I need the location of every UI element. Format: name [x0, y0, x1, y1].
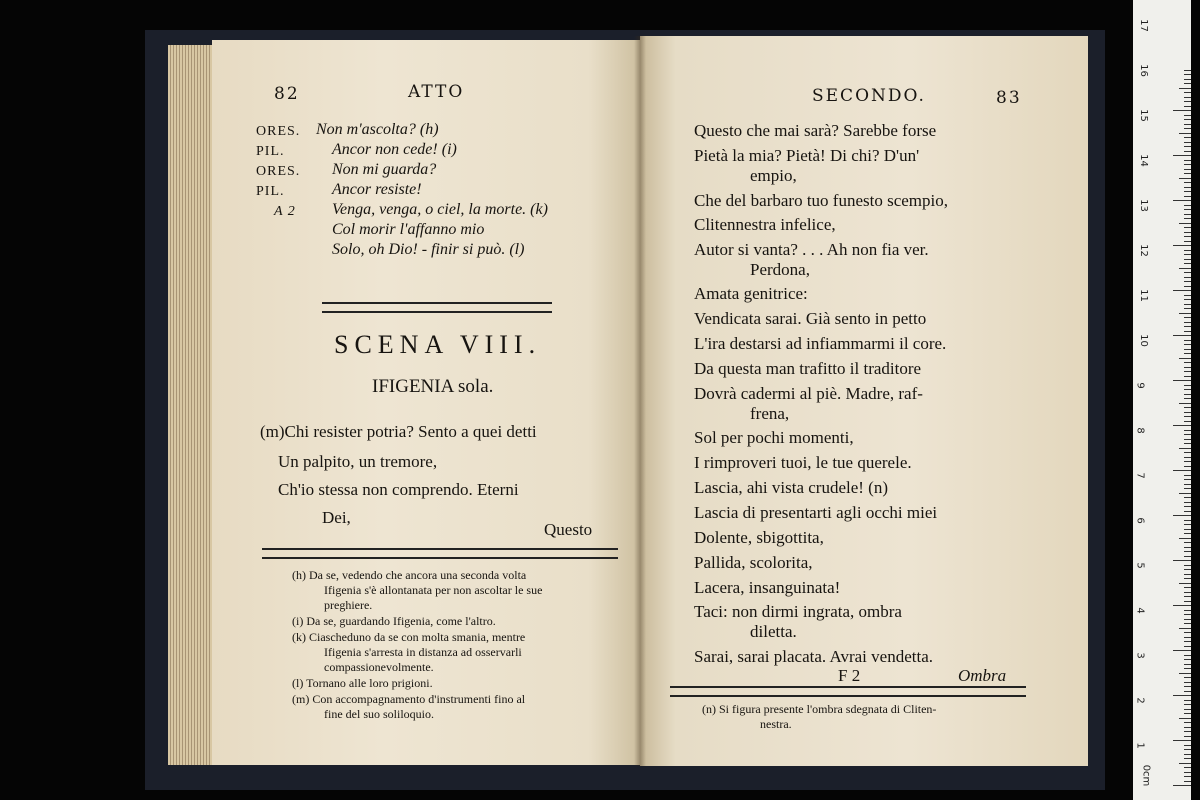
ruler-tick [1184, 578, 1191, 579]
ruler-tick [1179, 493, 1191, 494]
ruler-tick [1184, 610, 1191, 611]
signature-mark: F 2 [838, 666, 861, 685]
ruler-tick [1179, 223, 1191, 224]
left-page-number: 82 [274, 84, 300, 104]
ruler-tick [1184, 281, 1191, 282]
ruler-tick [1184, 151, 1191, 152]
ruler-tick [1184, 439, 1191, 440]
body-line: Dei, [322, 508, 351, 527]
ruler-tick [1184, 349, 1191, 350]
ruler-tick [1184, 299, 1191, 300]
ruler-tick [1184, 142, 1191, 143]
ruler-tick [1184, 101, 1191, 102]
ruler-tick [1184, 286, 1191, 287]
ruler-tick [1173, 650, 1191, 651]
ruler-tick [1184, 592, 1191, 593]
verse-line: Vendicata sarai. Già sento in petto [694, 309, 927, 328]
ruler-label: 11 [1137, 289, 1149, 302]
ruler-tick [1184, 362, 1191, 363]
ruler-tick [1184, 722, 1191, 723]
ruler-tick [1184, 250, 1191, 251]
ruler-label: 9 [1134, 382, 1146, 389]
dialogue-line: Col morir l'affanno mio [332, 221, 485, 238]
ruler-label: 6 [1134, 517, 1146, 524]
footnote-line: (n) Si figura presente l'ombra sdegnata di Cliten- [702, 702, 937, 716]
ruler-tick [1184, 367, 1191, 368]
ruler-tick [1184, 488, 1191, 489]
ruler-tick [1184, 421, 1191, 422]
ruler-tick [1184, 497, 1191, 498]
ruler-label: 13 [1137, 199, 1149, 212]
book-gutter [634, 36, 646, 766]
ruler-tick [1184, 587, 1191, 588]
ruler-tick [1184, 254, 1191, 255]
left-running-head: ATTO [408, 82, 465, 102]
speaker: PIL. [256, 184, 285, 199]
ruler-tick [1184, 700, 1191, 701]
ruler-tick [1184, 160, 1191, 161]
ruler-tick [1184, 236, 1191, 237]
verse-line: frena, [750, 404, 790, 423]
ruler-tick [1184, 371, 1191, 372]
ruler-tick [1184, 758, 1191, 759]
ruler-tick [1184, 295, 1191, 296]
verse-line: Autor si vanta? . . . Ah non fia ver. [694, 240, 929, 259]
speaker: ORES. [256, 164, 301, 179]
verse-line: Lascia di presentarti agli occhi miei [694, 503, 938, 522]
ruler-tick [1184, 619, 1191, 620]
ruler-label: 7 [1134, 472, 1146, 479]
ruler-tick [1184, 457, 1191, 458]
scene-title: SCENA VIII. [334, 330, 542, 359]
verse-line: Perdona, [750, 260, 810, 279]
ruler-label: 4 [1134, 607, 1146, 614]
ruler-tick [1184, 668, 1191, 669]
ruler-tick [1184, 623, 1191, 624]
footnote-line: (l) Tornano alle loro prigioni. [292, 676, 433, 690]
ruler-tick [1184, 601, 1191, 602]
ruler-tick [1184, 97, 1191, 98]
left-page [212, 40, 640, 765]
ruler-tick [1184, 506, 1191, 507]
footnote-rule [262, 548, 618, 559]
ruler-tick [1184, 479, 1191, 480]
ruler-tick [1184, 308, 1191, 309]
verse-line: Taci: non dirmi ingrata, ombra [694, 602, 902, 621]
ruler-tick [1184, 434, 1191, 435]
footnote-line: (k) Ciascheduno da se con molta smania, mentre [292, 630, 526, 644]
verse-line: Amata genitrice: [694, 284, 808, 303]
ruler-tick [1184, 83, 1191, 84]
ruler-tick [1173, 290, 1191, 291]
ruler-tick [1179, 358, 1191, 359]
ruler-tick [1184, 736, 1191, 737]
ruler-tick [1184, 664, 1191, 665]
ruler-tick [1184, 754, 1191, 755]
verse-line: Dolente, sbigottita, [694, 528, 824, 547]
ruler-tick [1184, 92, 1191, 93]
verse-line: I rimproveri tuoi, le tue querele. [694, 453, 912, 472]
ruler-tick [1184, 709, 1191, 710]
ruler-tick [1173, 425, 1191, 426]
ruler-tick [1179, 448, 1191, 449]
ruler-tick [1184, 511, 1191, 512]
verse-line: L'ira destarsi ad infiammarmi il core. [694, 334, 947, 353]
ruler-tick [1184, 119, 1191, 120]
ruler-tick [1184, 520, 1191, 521]
ruler-tick [1179, 88, 1191, 89]
ruler-tick [1184, 389, 1191, 390]
dialogue-line: Non mi guarda? [332, 161, 437, 178]
scene-subtitle: IFIGENIA sola. [372, 376, 494, 397]
ruler-tick [1184, 772, 1191, 773]
footnote-line: (m) Con accompagnamento d'instrumenti fino al [292, 692, 526, 706]
ruler-tick [1184, 745, 1191, 746]
ruler-tick [1179, 268, 1191, 269]
ruler-tick [1184, 79, 1191, 80]
verse-line: Pallida, scolorita, [694, 553, 813, 572]
ruler-tick [1173, 335, 1191, 336]
ruler-tick [1173, 380, 1191, 381]
ruler-tick [1184, 187, 1191, 188]
ruler-tick [1184, 146, 1191, 147]
ruler-tick [1173, 695, 1191, 696]
ruler-tick [1184, 484, 1191, 485]
body-line: Un palpito, un tremore, [278, 452, 438, 471]
ruler-tick [1184, 263, 1191, 264]
ruler-tick [1184, 331, 1191, 332]
ruler-tick [1184, 596, 1191, 597]
ruler-tick [1184, 430, 1191, 431]
speaker: ORES. [256, 124, 301, 139]
footnote-line: Ifigenia s'è allontanata per non ascoltar le sue [324, 583, 543, 597]
ruler-tick [1184, 466, 1191, 467]
ruler-tick [1184, 502, 1191, 503]
catchword: Questo [544, 520, 593, 539]
dialogue-line: Ancor resiste! [332, 181, 422, 198]
ruler-tick [1184, 646, 1191, 647]
ruler-tick [1184, 533, 1191, 534]
ruler-tick [1173, 605, 1191, 606]
ruler-tick [1184, 277, 1191, 278]
ruler-tick [1184, 128, 1191, 129]
ruler-tick [1179, 178, 1191, 179]
ruler-tick [1184, 124, 1191, 125]
ruler-tick [1184, 686, 1191, 687]
ruler-tick [1184, 227, 1191, 228]
ruler-tick [1184, 551, 1191, 552]
ruler-tick [1184, 659, 1191, 660]
verse-line: Clitennestra infelice, [694, 215, 836, 234]
footnote-rule [670, 686, 1026, 697]
ruler-tick [1184, 461, 1191, 462]
ruler-tick [1184, 394, 1191, 395]
ruler-tick [1184, 556, 1191, 557]
ruler-tick [1173, 110, 1191, 111]
ruler-tick [1184, 677, 1191, 678]
ruler-tick [1184, 191, 1191, 192]
ruler-tick [1184, 542, 1191, 543]
ruler-tick [1184, 214, 1191, 215]
ruler-tick [1184, 727, 1191, 728]
ruler-label: 5 [1134, 562, 1146, 569]
ruler-tick [1184, 412, 1191, 413]
ruler-tick [1184, 205, 1191, 206]
ruler-tick [1184, 169, 1191, 170]
ruler-tick [1184, 781, 1191, 782]
ruler-tick [1179, 538, 1191, 539]
right-running-head: SECONDO. [812, 86, 926, 106]
body-line: Ch'io stessa non comprendo. Eterni [278, 480, 519, 499]
ruler-label: 12 [1137, 244, 1149, 257]
ruler-label: 15 [1137, 109, 1149, 122]
ruler-tick [1173, 155, 1191, 156]
footnote-line: Ifigenia s'arresta in distanza ad osservarli [324, 645, 522, 659]
ruler-tick [1184, 547, 1191, 548]
ruler-tick [1184, 529, 1191, 530]
footnote-line: (h) Da se, vedendo che ancora una seconda volta [292, 568, 527, 582]
ruler-tick [1184, 385, 1191, 386]
ruler-tick [1184, 326, 1191, 327]
verse-line: Sol per pochi momenti, [694, 428, 854, 447]
speaker: PIL. [256, 144, 285, 159]
ruler-tick [1184, 70, 1191, 71]
ruler-tick [1184, 322, 1191, 323]
ruler-tick [1184, 272, 1191, 273]
ruler-tick [1173, 245, 1191, 246]
footnote-line: fine del suo soliloquio. [324, 707, 434, 721]
ruler-tick [1184, 452, 1191, 453]
ruler-tick [1184, 259, 1191, 260]
ruler-tick [1184, 443, 1191, 444]
ruler-tick [1184, 304, 1191, 305]
scene-rule [322, 302, 552, 313]
verse-line: Questo che mai sarà? Sarebbe forse [694, 121, 937, 140]
ruler-tick [1184, 767, 1191, 768]
ruler-tick [1184, 475, 1191, 476]
verse-line: Lascia, ahi vista crudele! (n) [694, 478, 888, 497]
ruler-tick [1184, 682, 1191, 683]
ruler-tick [1184, 574, 1191, 575]
ruler-tick [1184, 713, 1191, 714]
ruler-tick [1184, 565, 1191, 566]
ruler-tick [1184, 173, 1191, 174]
ruler-tick [1184, 232, 1191, 233]
ruler-tick [1173, 785, 1191, 786]
ruler-label: 14 [1137, 154, 1149, 167]
right-page [640, 36, 1088, 766]
ruler-tick [1184, 74, 1191, 75]
ruler-tick [1184, 241, 1191, 242]
catchword: Ombra [958, 666, 1007, 685]
ruler-tick [1184, 106, 1191, 107]
verse-line: Che del barbaro tuo funesto scempio, [694, 191, 948, 210]
ruler-tick [1184, 704, 1191, 705]
ruler-tick [1184, 407, 1191, 408]
ruler-tick [1184, 416, 1191, 417]
verse-line: Dovrà cadermi al piè. Madre, raf- [694, 384, 923, 403]
footnote-line: compassionevolmente. [324, 660, 434, 674]
ruler-unit: 0cm [1140, 764, 1152, 787]
ruler-tick [1184, 164, 1191, 165]
ruler-tick [1179, 583, 1191, 584]
measuring-ruler [1133, 0, 1191, 800]
ruler-tick [1184, 317, 1191, 318]
ruler-label: 1 [1134, 742, 1146, 749]
ruler-tick [1184, 524, 1191, 525]
ruler-tick [1173, 560, 1191, 561]
ruler-tick [1184, 632, 1191, 633]
ruler-tick [1184, 353, 1191, 354]
dialogue-line: Solo, oh Dio! - finir si può. (l) [332, 241, 525, 258]
ruler-tick [1184, 569, 1191, 570]
footnote-line: preghiere. [324, 598, 373, 612]
dialogue-line: Non m'ascolta? (h) [316, 121, 439, 138]
body-line: (m)Chi resister potria? Sento a quei detti [260, 422, 537, 441]
footnote-line: nestra. [760, 717, 792, 731]
ruler-tick [1184, 398, 1191, 399]
speaker: A 2 [274, 204, 296, 219]
ruler-tick [1179, 313, 1191, 314]
ruler-label: 16 [1137, 64, 1149, 77]
ruler-label: 10 [1137, 334, 1149, 347]
ruler-tick [1173, 200, 1191, 201]
ruler-label: 17 [1137, 19, 1149, 32]
verse-line: Lacera, insanguinata! [694, 578, 841, 597]
ruler-tick [1184, 344, 1191, 345]
ruler-tick [1179, 718, 1191, 719]
dialogue-line: Venga, venga, o ciel, la morte. (k) [332, 201, 548, 218]
verse-line: diletta. [750, 622, 797, 641]
ruler-tick [1179, 403, 1191, 404]
dialogue-line: Ancor non cede! (i) [332, 141, 457, 158]
verse-line: Pietà la mia? Pietà! Di chi? D'un' [694, 146, 920, 165]
ruler-tick [1184, 749, 1191, 750]
ruler-tick [1184, 196, 1191, 197]
ruler-tick [1179, 628, 1191, 629]
ruler-tick [1184, 731, 1191, 732]
right-page-number: 83 [996, 88, 1022, 108]
ruler-tick [1184, 209, 1191, 210]
footnote-line: (i) Da se, guardando Ifigenia, come l'altro. [292, 614, 496, 628]
ruler-label: 8 [1134, 427, 1146, 434]
ruler-tick [1173, 740, 1191, 741]
ruler-tick [1173, 515, 1191, 516]
ruler-tick [1179, 133, 1191, 134]
ruler-tick [1184, 641, 1191, 642]
ruler-tick [1184, 182, 1191, 183]
ruler-tick [1184, 776, 1191, 777]
ruler-label: 2 [1134, 697, 1146, 704]
ruler-tick [1184, 218, 1191, 219]
ruler-tick [1173, 470, 1191, 471]
ruler-tick [1184, 376, 1191, 377]
verse-line: Sarai, sarai placata. Avrai vendetta. [694, 647, 933, 666]
verse-line: empio, [750, 166, 797, 185]
ruler-tick [1184, 691, 1191, 692]
ruler-tick [1184, 655, 1191, 656]
ruler-tick [1184, 340, 1191, 341]
ruler-tick [1179, 763, 1191, 764]
ruler-label: 3 [1134, 652, 1146, 659]
ruler-tick [1179, 673, 1191, 674]
ruler-tick [1184, 137, 1191, 138]
ruler-tick [1184, 614, 1191, 615]
ruler-tick [1184, 637, 1191, 638]
verse-line: Da questa man trafitto il traditore [694, 359, 922, 378]
ruler-tick [1184, 115, 1191, 116]
